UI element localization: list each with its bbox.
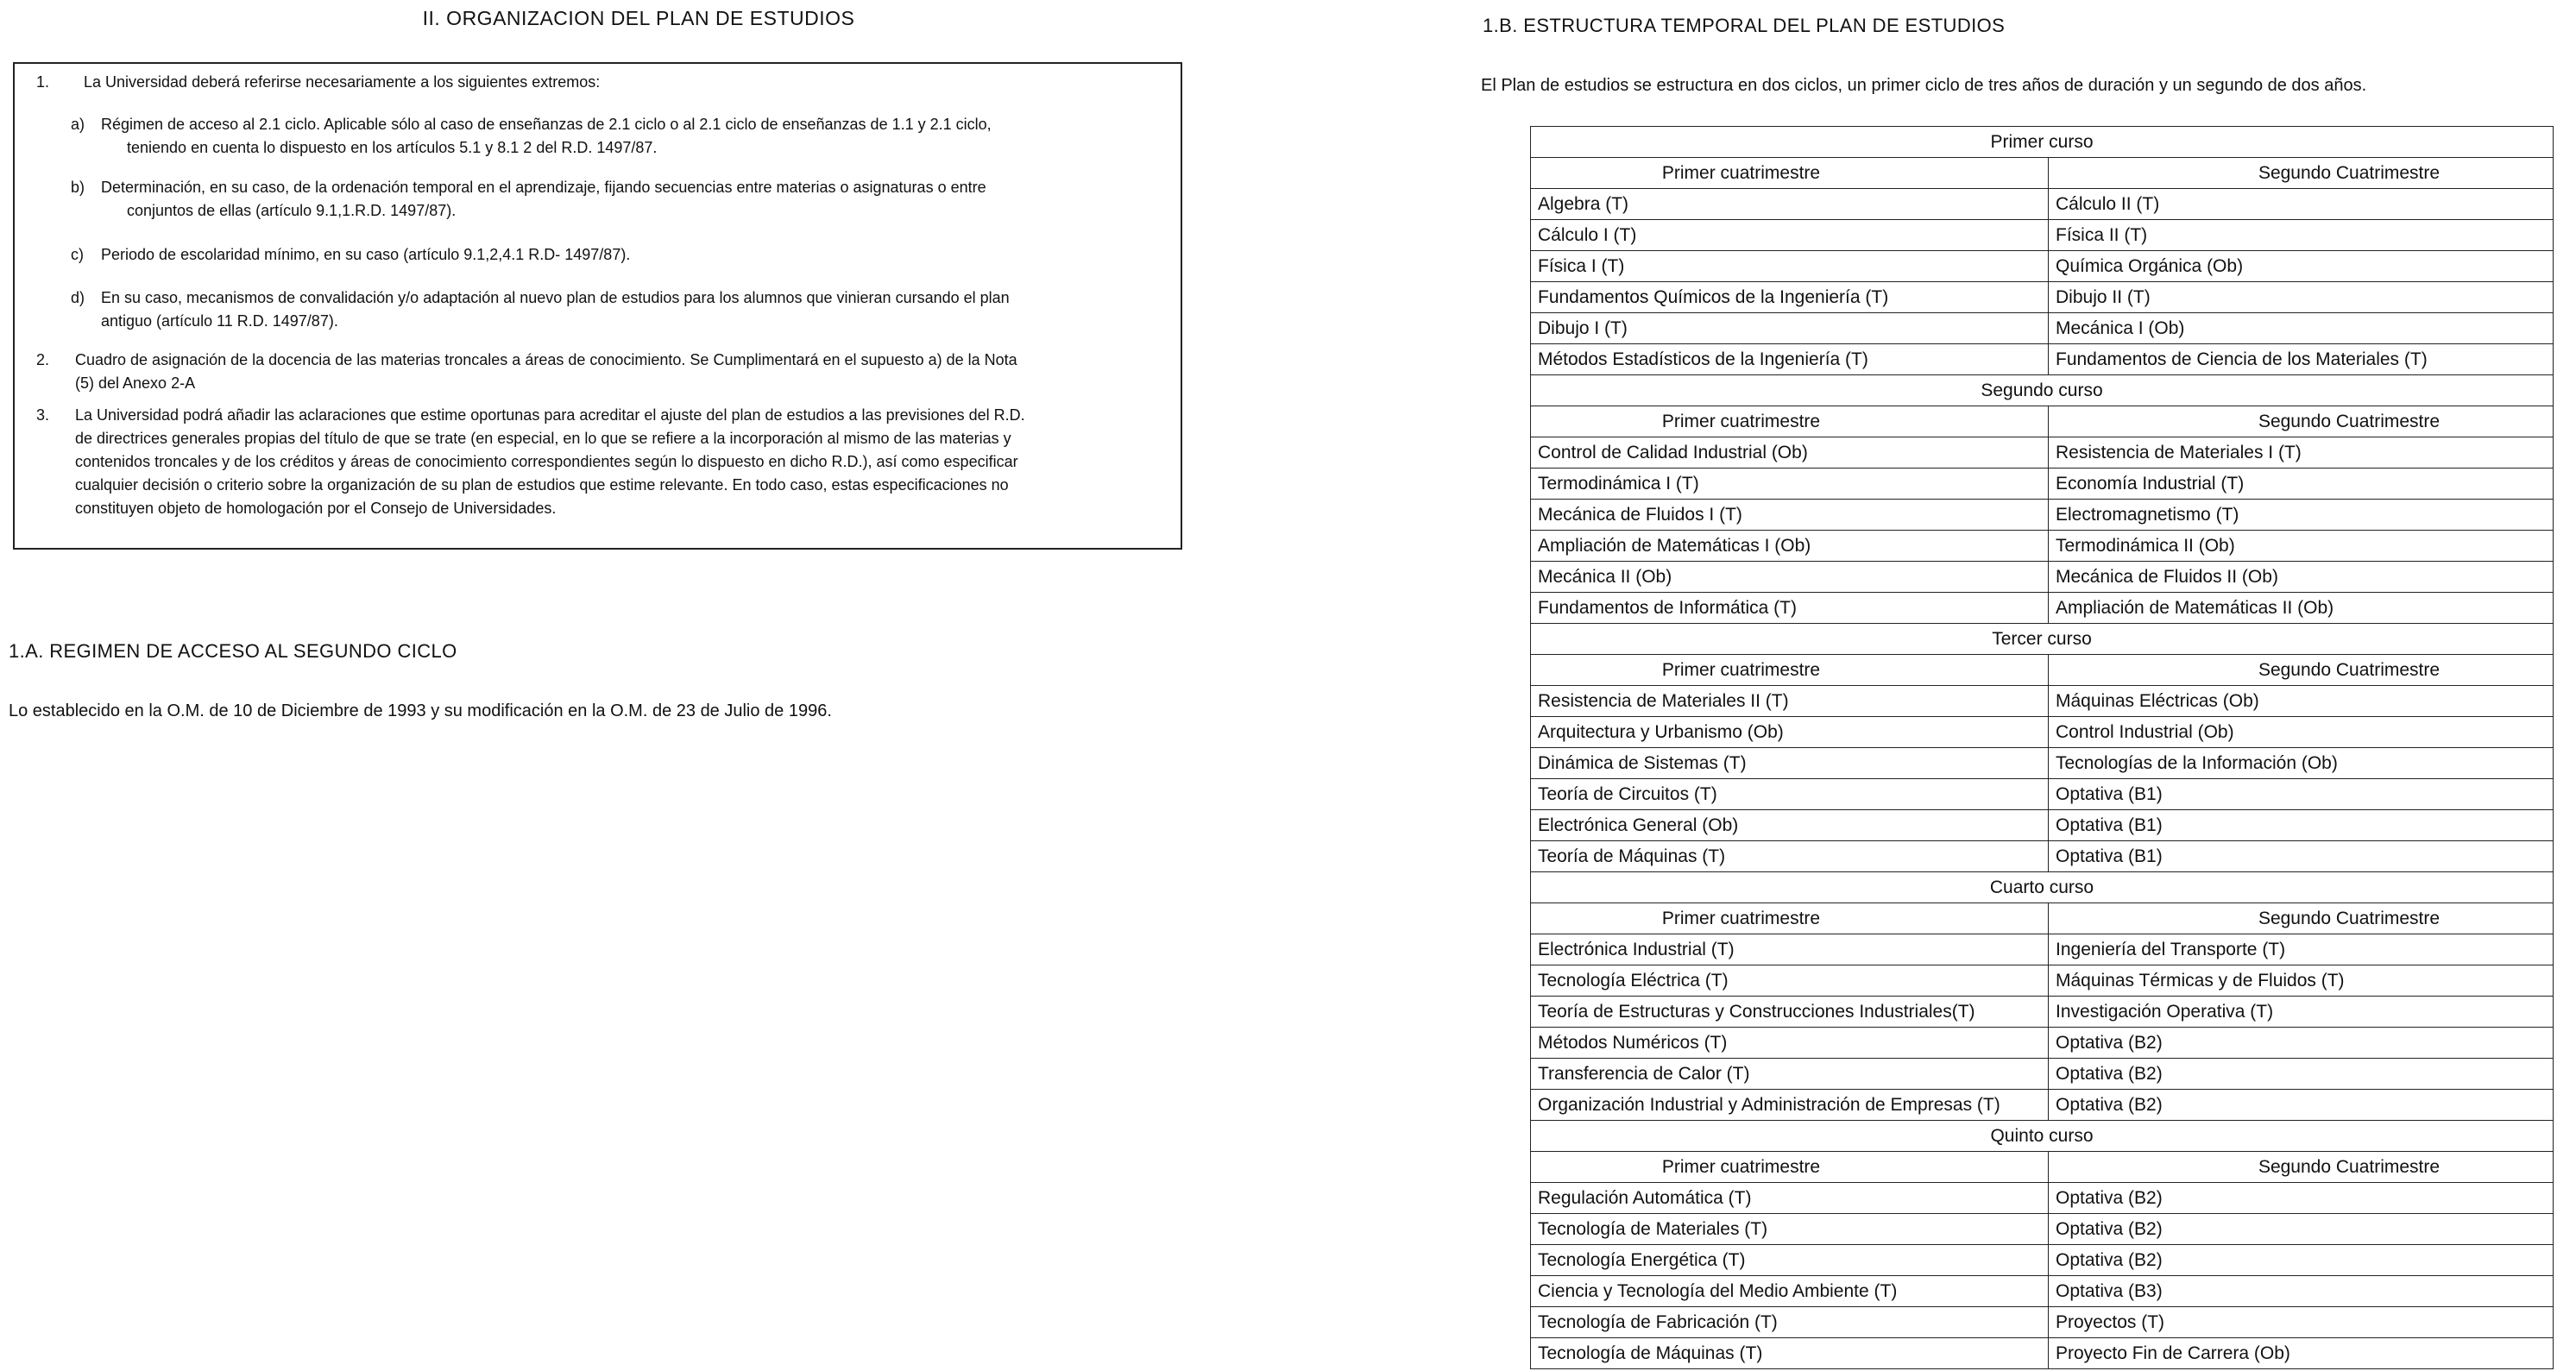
semester-1-header: Primer cuatrimestre [1531,1152,2049,1183]
note-2 [36,349,1167,395]
table-row [1531,189,2554,220]
note-c-marker: c) [71,246,84,263]
subject-sem1: Termodinámica I (T) [1531,469,2049,500]
note-3-line2: de directrices generales propias del título de que se trate (en especial, en lo que se refiere a la incorporación al mismo de las materias y [75,430,1011,447]
course-title: Primer curso [1531,127,2554,158]
table-row [1531,686,2554,717]
study-plan-table [1530,126,2554,1369]
table-row [1531,562,2554,593]
semester-header-row [1531,903,2554,934]
subject-sem1: Algebra (T) [1531,189,2049,220]
subject-sem2: Optativa (B1) [2049,841,2554,872]
table-row [1531,965,2554,997]
subject-sem1: Teoría de Circuitos (T) [1531,779,2049,810]
subject-sem2: Optativa (B2) [2049,1090,2554,1121]
subject-sem1: Métodos Numéricos (T) [1531,1028,2049,1059]
semester-1-header: Primer cuatrimestre [1531,158,2049,189]
note-b-marker: b) [71,179,85,196]
table-row [1531,717,2554,748]
subject-sem1: Dibujo I (T) [1531,313,2049,344]
table-row [1531,531,2554,562]
table-row [1531,1338,2554,1369]
subject-sem2: Ampliación de Matemáticas II (Ob) [2049,593,2554,624]
table-row [1531,1245,2554,1276]
section-1b-intro: El Plan de estudios se estructura en dos ciclos, un primer ciclo de tres años de duración y un segundo de dos años. [1481,76,2367,95]
note-a-marker: a) [71,116,85,133]
note-3-line4: cualquier decisión o criterio sobre la organización de su plan de estudios que estime relevante. En todo caso, estas especificaciones no [75,476,1009,494]
note-c [71,243,1167,267]
subject-sem2: Optativa (B2) [2049,1028,2554,1059]
subject-sem2: Optativa (B3) [2049,1276,2554,1307]
table-row [1531,748,2554,779]
subject-sem2: Control Industrial (Ob) [2049,717,2554,748]
note-b [71,176,1167,223]
subject-sem1: Tecnología de Máquinas (T) [1531,1338,2049,1369]
subject-sem1: Mecánica II (Ob) [1531,562,2049,593]
subject-sem2: Fundamentos de Ciencia de los Materiales (T) [2049,344,2554,375]
page-title: II. ORGANIZACION DEL PLAN DE ESTUDIOS [422,7,855,29]
subject-sem1: Física I (T) [1531,251,2049,282]
subject-sem1: Electrónica General (Ob) [1531,810,2049,841]
subject-sem2: Proyectos (T) [2049,1307,2554,1338]
note-2-line1: Cuadro de asignación de la docencia de las materias troncales a áreas de conocimiento. Se Cumplimentará en el supuesto a) de la Nota [75,351,1017,368]
course-title: Cuarto curso [1531,872,2554,903]
semester-1-header: Primer cuatrimestre [1531,903,2049,934]
semester-2-header: Segundo Cuatrimestre [2049,655,2554,686]
table-row [1531,1183,2554,1214]
note-1 [36,71,1167,94]
subject-sem1: Electrónica Industrial (T) [1531,934,2049,965]
subject-sem2: Física II (T) [2049,220,2554,251]
subject-sem2: Optativa (B2) [2049,1245,2554,1276]
subject-sem1: Regulación Automática (T) [1531,1183,2049,1214]
subject-sem2: Proyecto Fin de Carrera (Ob) [2049,1338,2554,1369]
subject-sem2: Electromagnetismo (T) [2049,500,2554,531]
course-title-row [1531,127,2554,158]
table-row [1531,251,2554,282]
subject-sem2: Química Orgánica (Ob) [2049,251,2554,282]
subject-sem1: Tecnología Energética (T) [1531,1245,2049,1276]
note-d-line1: En su caso, mecanismos de convalidación y/o adaptación al nuevo plan de estudios para los alumnos que vinieran cursando el plan [101,289,1010,306]
subject-sem2: Máquinas Térmicas y de Fluidos (T) [2049,965,2554,997]
subject-sem1: Transferencia de Calor (T) [1531,1059,2049,1090]
note-d-line2: antiguo (artículo 11 R.D. 1497/87). [101,312,338,330]
table-row [1531,437,2554,469]
course-title-row [1531,872,2554,903]
note-3-line3: contenidos troncales y de los créditos y áreas de conocimiento correspondientes según lo dispuesto en dicho R.D.), así como especificar [75,453,1018,470]
subject-sem2: Optativa (B2) [2049,1214,2554,1245]
table-row [1531,1059,2554,1090]
subject-sem1: Métodos Estadísticos de la Ingeniería (T) [1531,344,2049,375]
note-3-marker: 3. [36,406,50,424]
note-2-line2: (5) del Anexo 2-A [75,374,196,392]
subject-sem2: Optativa (B1) [2049,810,2554,841]
subject-sem1: Tecnología de Materiales (T) [1531,1214,2049,1245]
subject-sem2: Mecánica de Fluidos II (Ob) [2049,562,2554,593]
subject-sem1: Tecnología de Fabricación (T) [1531,1307,2049,1338]
note-1-text: La Universidad deberá referirse necesariamente a los siguientes extremos: [84,73,601,91]
subject-sem1: Ampliación de Matemáticas I (Ob) [1531,531,2049,562]
semester-2-header: Segundo Cuatrimestre [2049,903,2554,934]
table-row [1531,1028,2554,1059]
subject-sem2: Termodinámica II (Ob) [2049,531,2554,562]
subject-sem2: Optativa (B2) [2049,1183,2554,1214]
subject-sem2: Máquinas Eléctricas (Ob) [2049,686,2554,717]
course-title-row [1531,1121,2554,1152]
subject-sem1: Ciencia y Tecnología del Medio Ambiente (T) [1531,1276,2049,1307]
subject-sem2: Dibujo II (T) [2049,282,2554,313]
subject-sem2: Mecánica I (Ob) [2049,313,2554,344]
subject-sem2: Ingeniería del Transporte (T) [2049,934,2554,965]
semester-header-row [1531,1152,2554,1183]
course-title: Segundo curso [1531,375,2554,406]
section-1b-heading: 1.B. ESTRUCTURA TEMPORAL DEL PLAN DE ESTUDIOS [1483,15,2006,36]
subject-sem2: Cálculo II (T) [2049,189,2554,220]
note-3 [36,404,1167,520]
note-c-line1: Periodo de escolaridad mínimo, en su caso (artículo 9.1,2,4.1 R.D- 1497/87). [101,246,631,263]
note-a-line2: teniendo en cuenta lo dispuesto en los artículos 5.1 y 8.1 2 del R.D. 1497/87. [127,139,658,156]
table-row [1531,313,2554,344]
semester-header-row [1531,655,2554,686]
subject-sem1: Mecánica de Fluidos I (T) [1531,500,2049,531]
course-title: Tercer curso [1531,624,2554,655]
table-row [1531,1307,2554,1338]
section-1a-text: Lo establecido en la O.M. de 10 de Diciembre de 1993 y su modificación en la O.M. de 23 de Julio de 1996. [9,701,832,720]
subject-sem1: Arquitectura y Urbanismo (Ob) [1531,717,2049,748]
note-3-line5: constituyen objeto de homologación por el Consejo de Universidades. [75,500,557,517]
table-row [1531,593,2554,624]
note-a [71,113,1167,160]
table-row [1531,500,2554,531]
subject-sem1: Control de Calidad Industrial (Ob) [1531,437,2049,469]
subject-sem2: Optativa (B1) [2049,779,2554,810]
semester-1-header: Primer cuatrimestre [1531,406,2049,437]
subject-sem1: Dinámica de Sistemas (T) [1531,748,2049,779]
table-row [1531,344,2554,375]
note-3-line1: La Universidad podrá añadir las aclaraciones que estime oportunas para acreditar el ajuste del plan de estudios a las previsiones del R.D. [75,406,1025,424]
table-row [1531,1214,2554,1245]
note-b-line2: conjuntos de ellas (artículo 9.1,1.R.D. 1497/87). [127,202,457,219]
table-row [1531,934,2554,965]
semester-2-header: Segundo Cuatrimestre [2049,406,2554,437]
table-row [1531,997,2554,1028]
table-row [1531,1090,2554,1121]
subject-sem1: Fundamentos Químicos de la Ingeniería (T) [1531,282,2049,313]
table-row [1531,779,2554,810]
table-row [1531,841,2554,872]
note-1-marker: 1. [36,73,50,91]
section-1a-heading: 1.A. REGIMEN DE ACCESO AL SEGUNDO CICLO [9,640,457,662]
subject-sem1: Teoría de Estructuras y Construcciones Industriales(T) [1531,997,2049,1028]
table-row [1531,220,2554,251]
subject-sem1: Teoría de Máquinas (T) [1531,841,2049,872]
note-2-marker: 2. [36,351,50,368]
subject-sem2: Tecnologías de la Información (Ob) [2049,748,2554,779]
subject-sem2: Economía Industrial (T) [2049,469,2554,500]
course-title: Quinto curso [1531,1121,2554,1152]
table-row [1531,1276,2554,1307]
semester-header-row [1531,158,2554,189]
subject-sem1: Tecnología Eléctrica (T) [1531,965,2049,997]
subject-sem2: Investigación Operativa (T) [2049,997,2554,1028]
semester-1-header: Primer cuatrimestre [1531,655,2049,686]
note-d [71,286,1167,333]
note-a-line1: Régimen de acceso al 2.1 ciclo. Aplicable sólo al caso de enseñanzas de 2.1 ciclo o al 2.1 ciclo de enseñanzas de 1.1 y 2.1 ciclo, [101,116,992,133]
course-title-row [1531,624,2554,655]
course-title-row [1531,375,2554,406]
subject-sem1: Cálculo I (T) [1531,220,2049,251]
note-b-line1: Determinación, en su caso, de la ordenación temporal en el aprendizaje, fijando secuencias entre materias o asignaturas o entre [101,179,986,196]
table-row [1531,469,2554,500]
subject-sem1: Fundamentos de Informática (T) [1531,593,2049,624]
semester-2-header: Segundo Cuatrimestre [2049,1152,2554,1183]
table-row [1531,810,2554,841]
semester-2-header: Segundo Cuatrimestre [2049,158,2554,189]
subject-sem2: Optativa (B2) [2049,1059,2554,1090]
notes-box [13,62,1182,550]
table-row [1531,282,2554,313]
subject-sem2: Resistencia de Materiales I (T) [2049,437,2554,469]
note-d-marker: d) [71,289,85,306]
semester-header-row [1531,406,2554,437]
subject-sem1: Organización Industrial y Administración de Empresas (T) [1531,1090,2049,1121]
subject-sem1: Resistencia de Materiales II (T) [1531,686,2049,717]
